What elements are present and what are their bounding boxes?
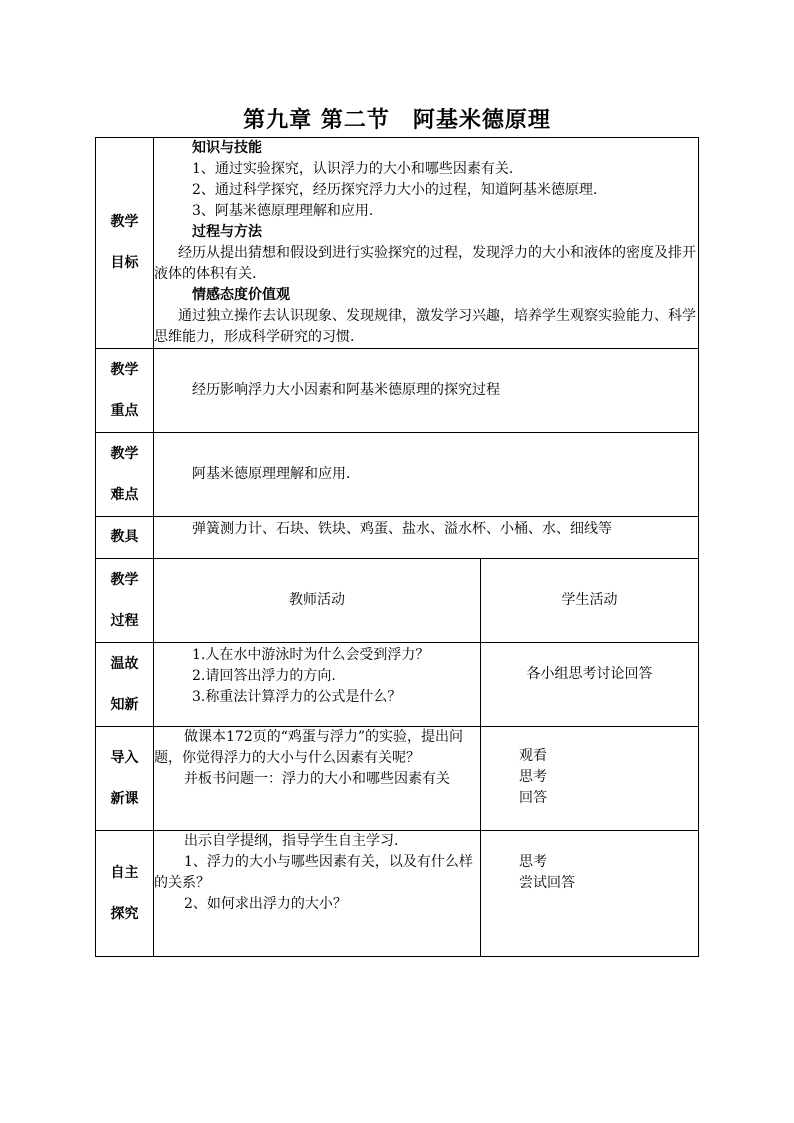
process-label <box>96 559 154 643</box>
key-label <box>96 349 154 433</box>
goal-knowledge-1: 1、通过实验探究，认识浮力的大小和哪些因素有关. <box>192 161 514 177</box>
intro-label-line2: 新课 <box>110 790 139 807</box>
self-label-line2: 探究 <box>110 905 139 922</box>
tools-text: 弹簧测力计、石块、铁块、鸡蛋、盐水、溢水杯、小桶、水、细线等 <box>192 521 612 537</box>
goal-process-text: 经历从提出猜想和假设到进行实验探究的过程，发现浮力的大小和液体的密度及排开液体的体积有关. <box>154 245 696 282</box>
row-goal <box>96 138 699 349</box>
process-label-line1: 教学 <box>110 571 139 588</box>
goal-label <box>96 138 154 349</box>
goal-attitude-text: 通过独立操作去认识现象、发现规律，激发学习兴趣，培养学生观察实验能力、科学思维能力，形成科学研究的习惯. <box>154 308 696 345</box>
goal-heading-attitude: 情感态度价值观 <box>192 287 290 303</box>
process-label-line2: 过程 <box>110 612 139 629</box>
review-teacher-q2: 2.请回答出浮力的方向. <box>192 668 336 684</box>
self-teacher-text-1: 出示自学提纲，指导学生自主学习. <box>184 833 399 849</box>
row-intro <box>96 727 699 831</box>
intro-student-3: 回答 <box>519 790 547 806</box>
teacher-activity-header: 教师活动 <box>154 559 481 643</box>
difficulty-content <box>154 433 699 517</box>
review-label <box>96 643 154 727</box>
key-label-line2: 重点 <box>110 402 139 419</box>
row-review <box>96 643 699 727</box>
goal-knowledge-2: 2、通过科学探究，经历探究浮力大小的过程，知道阿基米德原理. <box>192 182 598 198</box>
goal-label-line1: 教学 <box>110 214 139 230</box>
goal-knowledge-3: 3、阿基米德原理理解和应用. <box>192 203 374 219</box>
intro-student <box>481 727 699 831</box>
self-teacher-text-3: 2、如何求出浮力的大小？ <box>184 896 347 912</box>
tools-content <box>154 517 699 559</box>
row-process-header <box>96 559 699 643</box>
review-teacher-q1: 1.人在水中游泳时为什么会受到浮力？ <box>192 647 430 663</box>
lesson-plan-table <box>95 137 699 957</box>
row-difficulty <box>96 433 699 517</box>
self-label-line1: 自主 <box>110 864 139 881</box>
key-content <box>154 349 699 433</box>
self-student-1: 思考 <box>519 854 547 870</box>
intro-label <box>96 727 154 831</box>
review-teacher-q3: 3.称重法计算浮力的公式是什么？ <box>192 689 402 705</box>
student-activity-header: 学生活动 <box>481 559 699 643</box>
tools-label: 教具 <box>96 517 154 559</box>
difficulty-label-line1: 教学 <box>110 445 139 462</box>
key-label-line1: 教学 <box>110 361 139 378</box>
goal-heading-process: 过程与方法 <box>192 224 262 240</box>
review-teacher <box>154 643 481 727</box>
self-student-2: 尝试回答 <box>519 875 575 891</box>
review-label-line2: 知新 <box>110 696 139 713</box>
difficulty-label <box>96 433 154 517</box>
goal-heading-knowledge: 知识与技能 <box>192 140 262 156</box>
review-student <box>481 643 699 727</box>
row-tools <box>96 517 699 559</box>
intro-teacher-text-2: 并板书问题一：浮力的大小和哪些因素有关 <box>184 771 450 787</box>
difficulty-text: 阿基米德原理理解和应用. <box>192 466 351 482</box>
intro-teacher <box>154 727 481 831</box>
self-label <box>96 831 154 957</box>
key-text: 经历影响浮力大小因素和阿基米德原理的探究过程 <box>192 382 500 398</box>
row-key <box>96 349 699 433</box>
review-student-text: 各小组思考讨论回答 <box>526 666 653 682</box>
row-self-study <box>96 831 699 957</box>
self-student <box>481 831 699 957</box>
review-label-line1: 温故 <box>110 655 139 672</box>
goal-content <box>154 138 699 349</box>
intro-label-line1: 导入 <box>110 749 139 766</box>
self-teacher <box>154 831 481 957</box>
difficulty-label-line2: 难点 <box>110 486 139 503</box>
intro-teacher-text-1: 做课本172页的“鸡蛋与浮力”的实验，提出问题，你觉得浮力的大小与什么因素有关呢？ <box>154 729 464 766</box>
intro-student-1: 观看 <box>519 748 547 764</box>
intro-student-2: 思考 <box>519 769 547 785</box>
self-teacher-text-2: 1、浮力的大小与哪些因素有关，以及有什么样的关系？ <box>154 854 473 891</box>
goal-label-line2: 目标 <box>110 255 139 271</box>
page-title: 第九章 第二节 阿基米德原理 <box>243 107 551 133</box>
